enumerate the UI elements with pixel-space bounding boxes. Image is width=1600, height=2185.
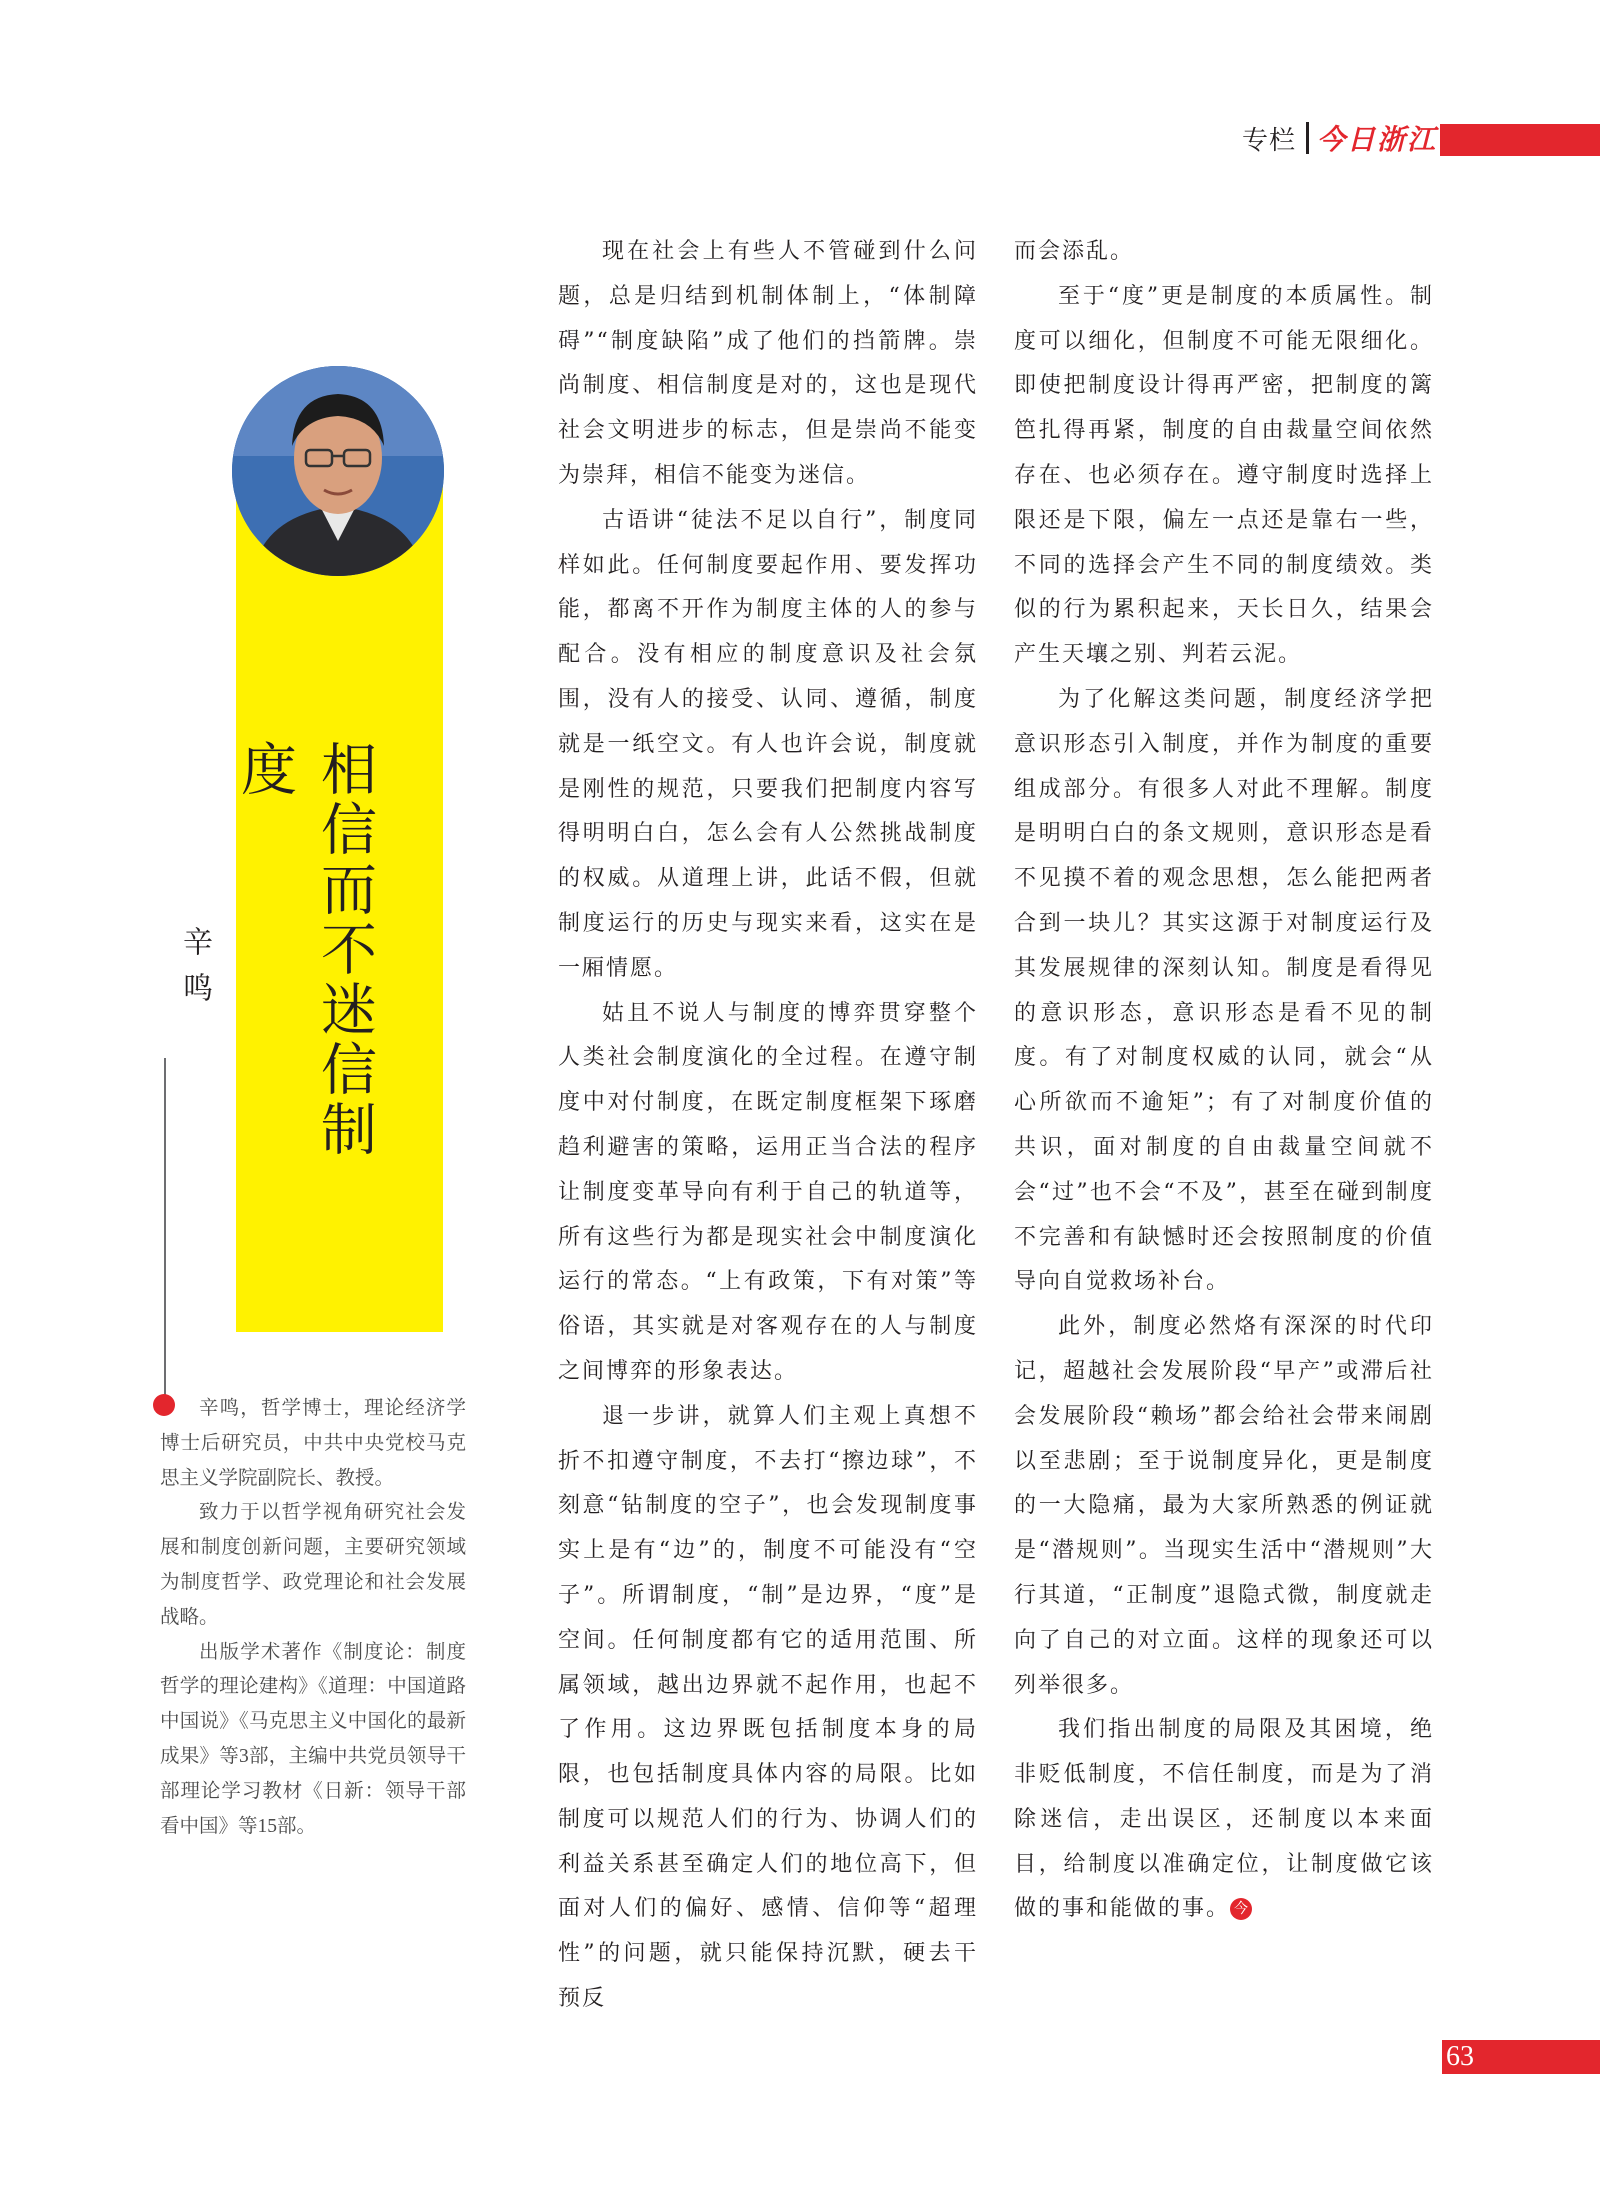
body-paragraph: 姑且不说人与制度的博弈贯穿整个人类社会制度演化的全过程。在遵守制度中对付制度，在既定制度框架下琢磨趋利避害的策略，运用正当合法的程序让制度变革导向有利于自己的轨道等，所有这些行为都是现实社会中制度演化运行的常态。“上有政策，下有对策”等俗语，其实就是对客观存在的人与制度之间博弈的形象表达。 <box>558 1000 978 1384</box>
author-name: 辛鸣 <box>177 926 212 1018</box>
body-paragraph: 此外，制度必然烙有深深的时代印记，超越社会发展阶段“早产”或滞后社会发展阶段“赖场”都会给社会带来闹剧以至悲剧；至于说制度异化，更是制度的一大隐痛，最为大家所熟悉的例证就是“潜规则”。当现实生活中“潜规则”大行其道，“正制度”退隐式微，制度就走向了自己的对立面。这样的现象还可以列举很多。 <box>1014 1314 1434 1698</box>
portrait-image <box>232 366 444 576</box>
author-portrait <box>232 366 444 576</box>
section-label: 专栏 <box>1242 125 1297 156</box>
body-paragraph: 至于“度”更是制度的本质属性。制度可以细化，但制度不可能无限细化。即使把制度设计得再严密，把制度的篱笆扎得再紧，制度的自由裁量空间依然存在、也必须存在。遵守制度时选择上限还是下限，偏左一点还是靠右一些，不同的选择会产生不同的制度绩效。类似的行为累积起来，天长日久，结果会产生天壤之别、判若云泥。 <box>1014 283 1434 668</box>
end-mark-icon: 今 <box>1230 1898 1252 1920</box>
body-paragraph-continued: 而会添乱。 <box>1014 239 1135 264</box>
body-paragraph-final <box>1014 1708 1434 1932</box>
bio-paragraph: 出版学术著作《制度论：制度哲学的理论建构》《道理：中国道路中国说》《马克思主义中国化的最新成果》等3部，主编中共党员领导干部理论学习教材《日新：领导干部看中国》等15部。 <box>160 1641 466 1837</box>
column-header <box>1242 118 1437 158</box>
magazine-logo: 今日浙江 <box>1317 123 1438 156</box>
body-column-2 <box>1014 230 1434 1932</box>
body-paragraph: 为了化解这类问题，制度经济学把意识形态引入制度，并作为制度的重要组成部分。有很多人对此不理解。制度是明明白白的条文规则，意识形态是看不见摸不着的观念思想，怎么能把两者合到一块儿？其实这源于对制度运行及其发展规律的深刻认知。制度是看得见的意识形态，意识形态是看不见的制度。有了对制度权威的认同，就会“从心所欲而不逾矩”；有了对制度价值的共识，面对制度的自由裁量空间就不会“过”也不会“不及”，甚至在碰到制度不完善和有缺憾时还会按照制度的价值导向自觉救场补台。 <box>1014 686 1434 1295</box>
bio-paragraph: 致力于以哲学视角研究社会发展和制度创新问题，主要研究领域为制度哲学、政党理论和社会发展战略。 <box>160 1502 466 1628</box>
body-column-1 <box>558 230 978 2022</box>
body-paragraph: 退一步讲，就算人们主观上真想不折不扣遵守制度，不去打“擦边球”，不刻意“钻制度的空子”，也会发现制度事实上是有“边”的，制度不可能没有“空子”。所谓制度，“制”是边界，“度”是空间。任何制度都有它的适用范围、所属领域，越出边界就不起作用，也起不了作用。这边界既包括制度本身的局限，也包括制度具体内容的局限。比如制度可以规范人们的行为、协调人们的利益关系甚至确定人们的地位高下，但面对人们的偏好、感情、信仰等“超理性”的问题，就只能保持沉默，硬去干预反 <box>558 1403 978 2012</box>
body-paragraph: 现在社会上有些人不管碰到什么问题，总是归结到机制体制上，“体制障碍”“制度缺陷”成了他们的挡箭牌。崇尚制度、相信制度是对的，这也是现代社会文明进步的标志，但是崇尚不能变为崇拜，相信不能变为迷信。 <box>558 239 978 488</box>
author-divider <box>164 1058 166 1398</box>
header-red-bar <box>1440 124 1600 156</box>
author-bio <box>160 1392 466 1844</box>
page-number: 63 <box>1446 2041 1474 2072</box>
article-title: 相信而不迷信制度 <box>232 740 377 1160</box>
body-paragraph: 古语讲“徒法不足以自行”，制度同样如此。任何制度要起作用、要发挥功能，都离不开作为制度主体的人的参与配合。没有相应的制度意识及社会氛围，没有人的接受、认同、遵循，制度就是一纸空文。有人也许会说，制度就是刚性的规范，只要我们把制度内容写得明明白白，怎么会有人公然挑战制度的权威。从道理上讲，此话不假，但就制度运行的历史与现实来看，这实在是一厢情愿。 <box>558 507 978 981</box>
final-paragraph-text: 我们指出制度的局限及其困境，绝非贬低制度，不信任制度，而是为了消除迷信，走出误区，还制度以本来面目，给制度以准确定位，让制度做它该做的事和能做的事。 <box>1014 1717 1434 1922</box>
bio-paragraph: 辛鸣，哲学博士，理论经济学博士后研究员，中共中央党校马克思主义学院副院长、教授。 <box>160 1398 466 1489</box>
header-separator <box>1306 122 1309 154</box>
